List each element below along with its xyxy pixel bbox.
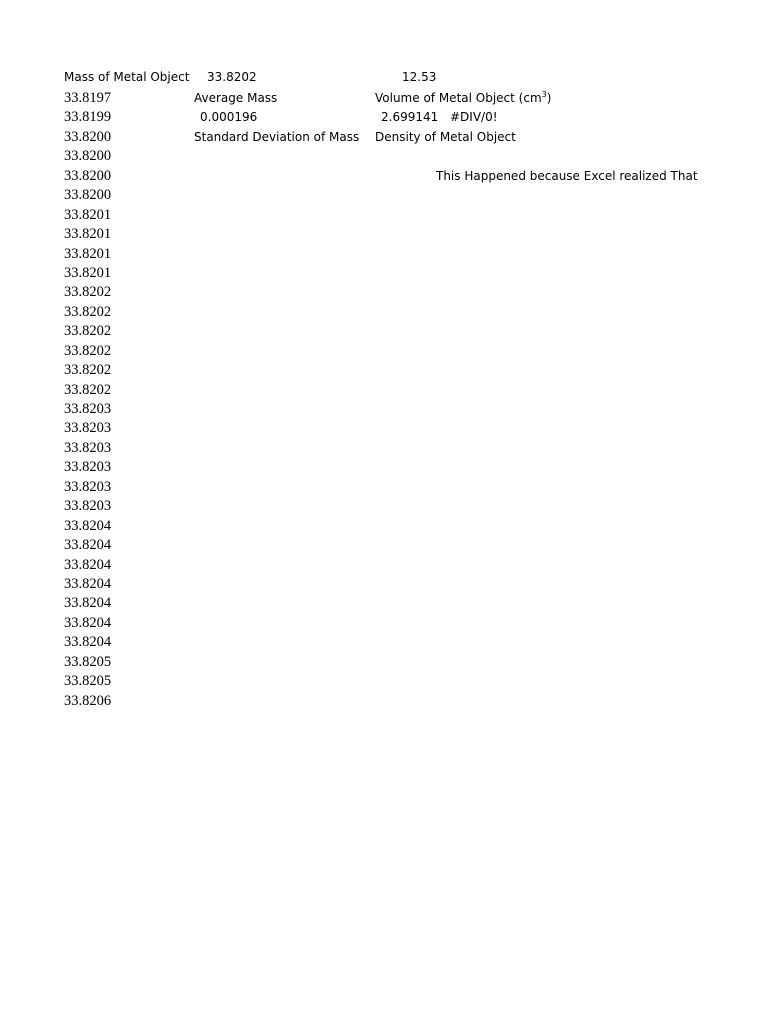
mass-measurement-row: 33.8204: [64, 634, 112, 651]
mass-measurement-row: 33.8202: [64, 284, 112, 301]
mass-measurement-row: 33.8202: [64, 342, 112, 359]
mass-measurement-row: 33.8204: [64, 556, 112, 573]
mass-measurement-row: 33.8201: [64, 226, 112, 243]
mass-measurement-row: 33.8202: [64, 381, 112, 398]
mass-of-metal-object-label: Mass of Metal Object: [64, 70, 190, 84]
volume-unit-exponent: 3: [541, 90, 547, 99]
mass-measurement-row: 33.8202: [64, 323, 112, 340]
mass-measurement-row: 33.8203: [64, 498, 112, 515]
mass-measurement-row: 33.8203: [64, 459, 112, 476]
mass-measurement-row: 33.8204: [64, 614, 112, 631]
mass-measurement-row: 33.8200: [64, 187, 112, 204]
mass-measurement-row: 33.8203: [64, 439, 112, 456]
mass-measurements-list: [64, 89, 111, 711]
mass-measurement-row: 33.8206: [64, 692, 112, 709]
mass-measurement-row: 33.8204: [64, 595, 112, 612]
density-value: #DIV/0!: [450, 110, 498, 124]
note-text: This Happened because Excel realized That: [436, 169, 698, 183]
volume-label: [375, 89, 551, 108]
mass-measurement-row: 33.8200: [64, 148, 112, 165]
mass-measurement-row: 33.8201: [64, 264, 112, 281]
mass-measurement-row: 33.8205: [64, 673, 112, 690]
mass-measurement-row: 33.8203: [64, 478, 112, 495]
mass-measurement-row: 33.8204: [64, 537, 112, 554]
standard-deviation-value: 0.000196: [200, 110, 258, 124]
volume-label-text: Volume of Metal Object (cm: [375, 91, 542, 105]
average-mass-value: 33.8202: [207, 70, 257, 84]
average-mass-label: Average Mass: [194, 91, 278, 105]
mass-measurement-row: 33.8200: [64, 167, 112, 184]
mass-measurement-row: 33.8205: [64, 653, 112, 670]
mass-measurement-row: 33.8204: [64, 575, 112, 592]
density-label: Density of Metal Object: [375, 130, 516, 144]
standard-deviation-label: Standard Deviation of Mass: [194, 130, 360, 144]
mass-measurement-row: 33.8202: [64, 362, 112, 379]
mass-measurement-row: 33.8197: [64, 90, 112, 106]
mass-measurement-row: 33.8200: [64, 128, 112, 145]
mass-measurement-row: 33.8202: [64, 303, 112, 320]
mass-measurement-row: 33.8203: [64, 401, 112, 417]
mass-measurement-row: 33.8201: [64, 245, 112, 262]
mass-measurement-row: 33.8203: [64, 420, 112, 437]
mass-measurement-row: 33.8199: [64, 109, 112, 126]
volume-label-close: ): [546, 91, 552, 105]
volume-value: 2.699141: [381, 110, 439, 124]
mass-measurement-row: 33.8201: [64, 206, 112, 223]
mass-measurement-row: 33.8204: [64, 517, 112, 534]
top-right-value: 12.53: [402, 70, 437, 84]
